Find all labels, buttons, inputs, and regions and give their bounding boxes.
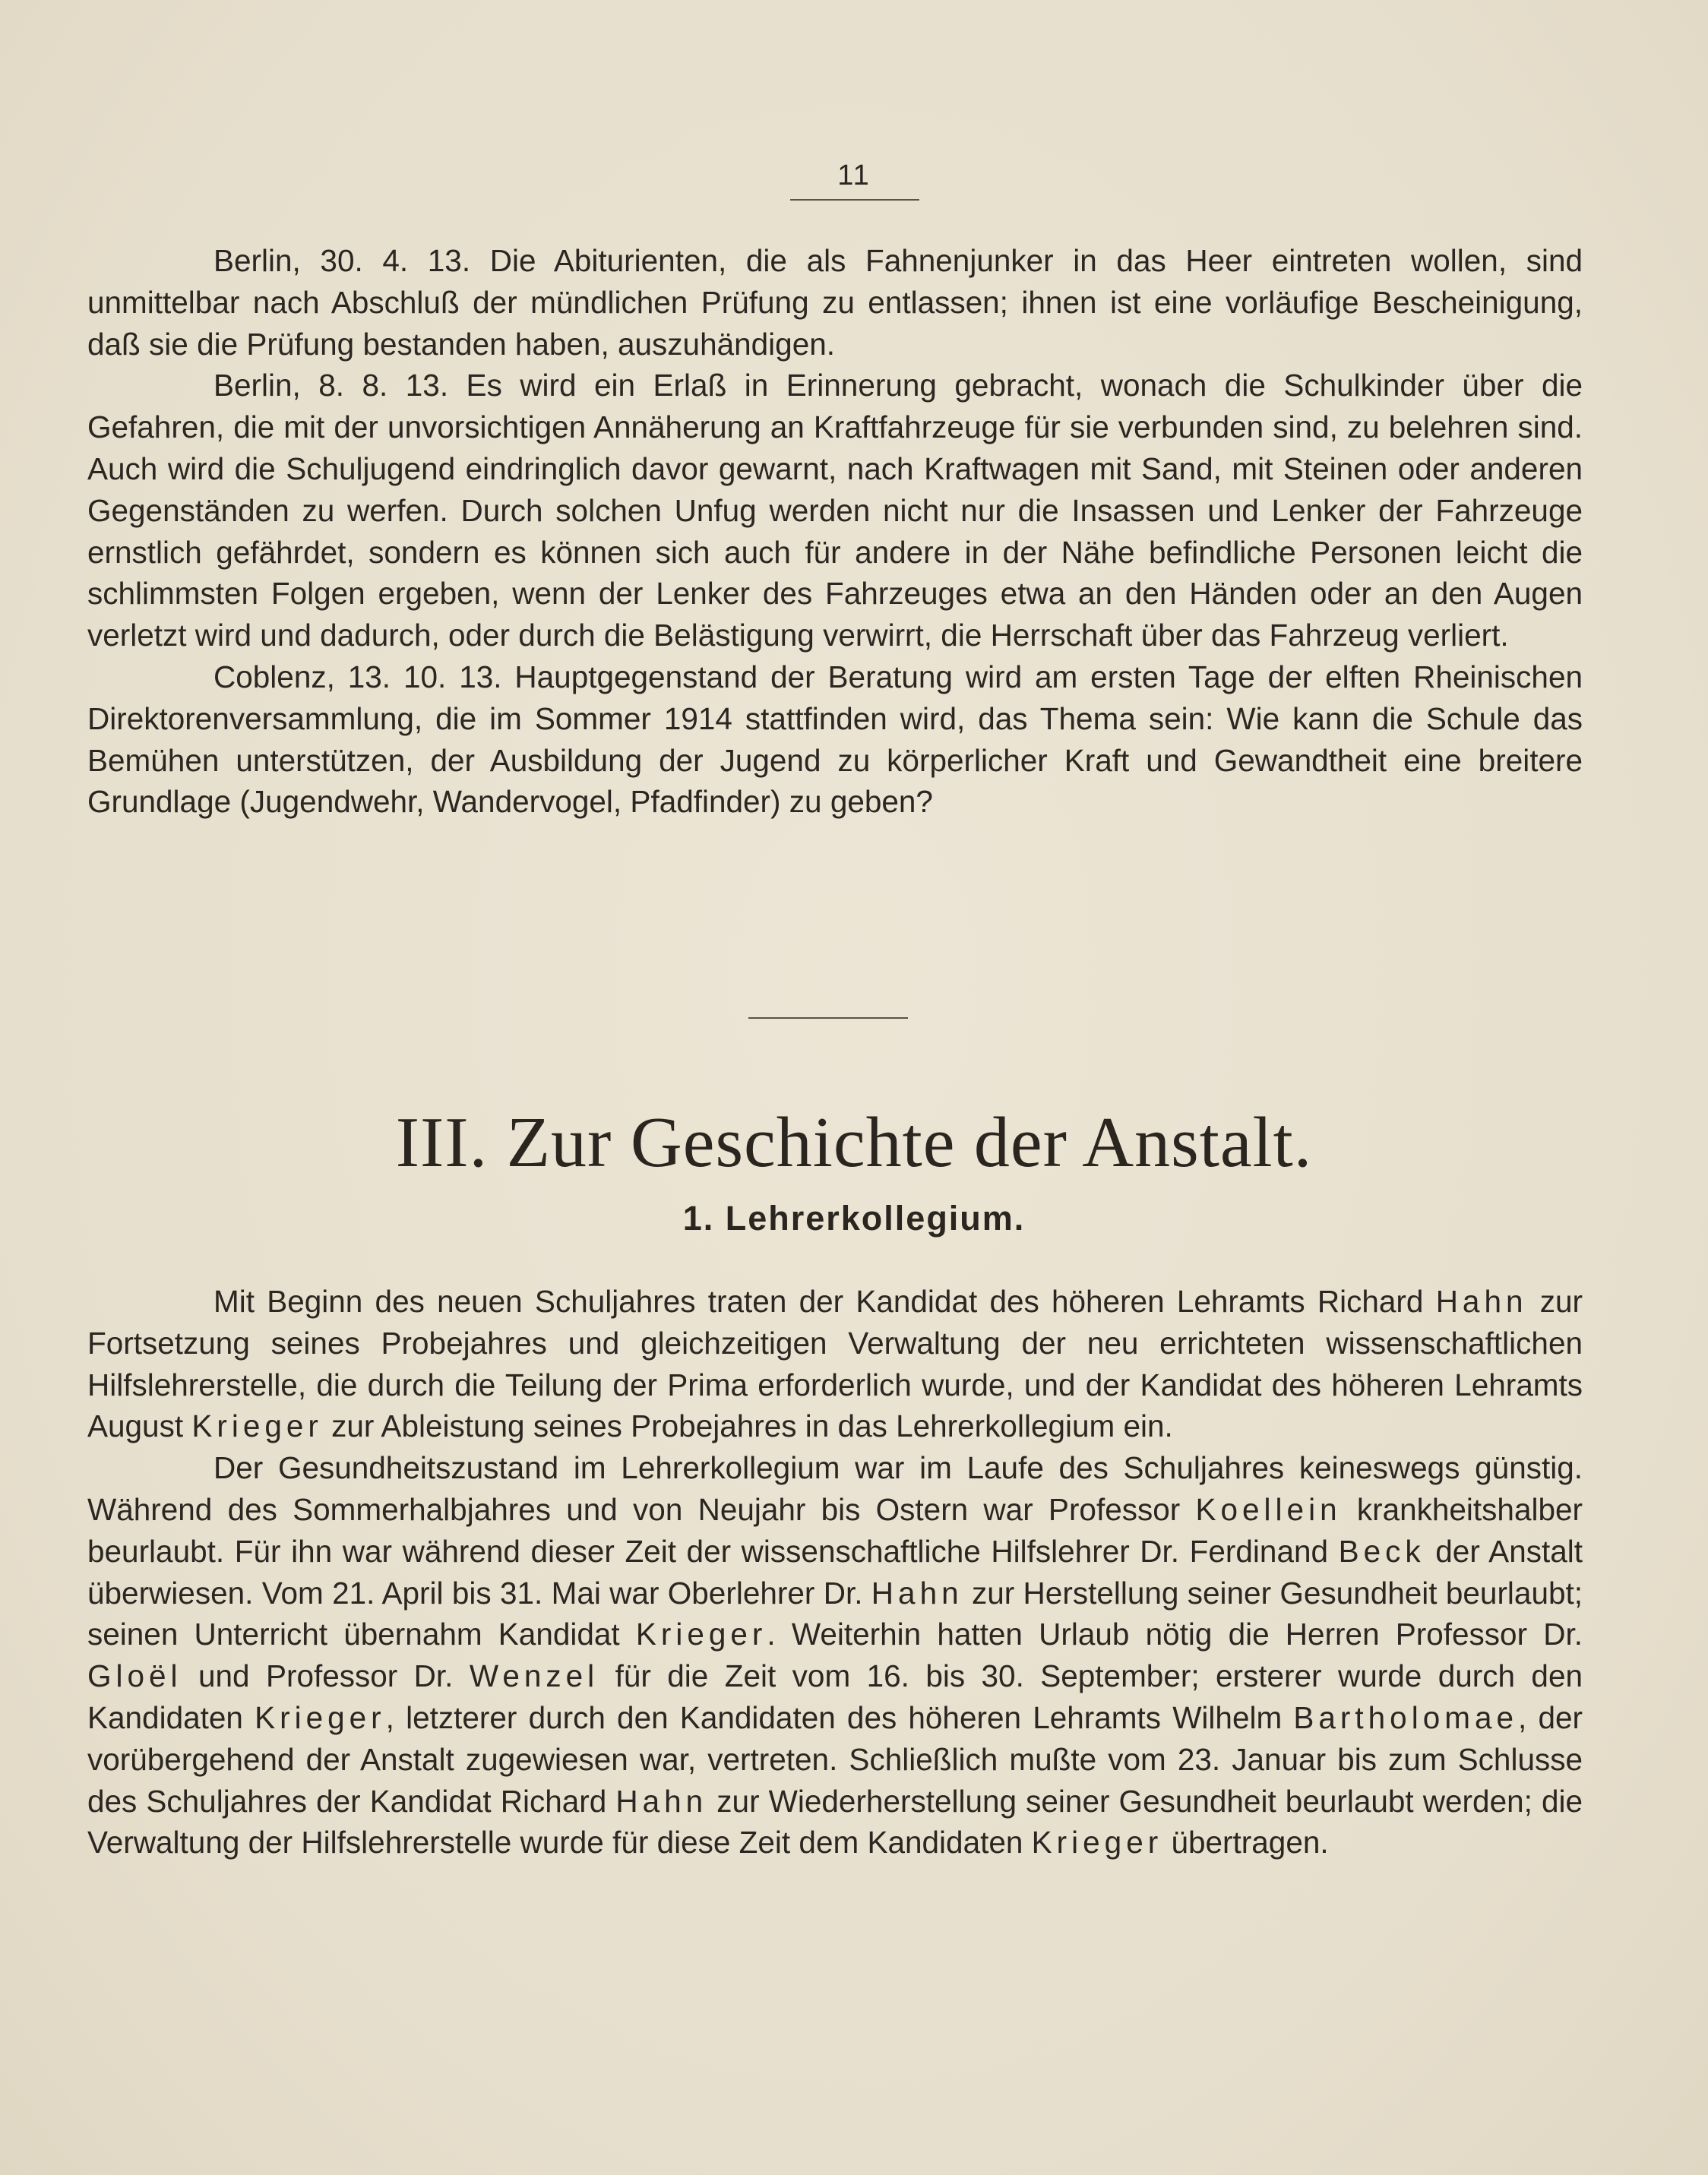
name-krieger: Krieger (255, 1699, 386, 1735)
paragraph-new-school-year (87, 1281, 1583, 1447)
text-run: krankheitshalber beurlaubt. Für ihn war während dieser Zeit der wissenschaftliche Hilfslehrer Dr. Ferdinand (87, 1491, 1583, 1569)
text-run: , letzterer durch den Kandidaten des höheren Lehramts Wilhelm (385, 1699, 1294, 1735)
text-run: übertragen. (1162, 1825, 1329, 1860)
paragraph-berlin-8-8-13: Berlin, 8. 8. 13. Es wird ein Erlaß in Erinnerung gebracht, wonach die Schulkinder über die Gefahren, die mit der unvorsichtigen Annäherung an Kraftfahrzeuge für sie verbunden sind, zu belehren sind. Auch wird die Schuljugend eindringlich davor gewarnt, nach Kraftwagen mit Sand, mit Steinen oder anderen Gegenständen zu werfen. Durch solchen Unfug werden nicht nur die Insassen und Lenker der Fahrzeuge ernstlich gefährdet, sondern es können sich auch für andere in der Nähe befindliche Personen leicht die schlimmsten Folgen ergeben, wenn der Lenker des Fahrzeuges etwa an den Händen oder an den Augen verletzt wird und dadurch, oder durch die Belästigung verwirrt, die Herrschaft über das Fahrzeug verliert. (87, 368, 1583, 653)
text-run: zur Fortsetzung seines Probejahres und gleichzeitigen Verwaltung der neu errichteten wissenschaftlichen Hilfslehrerstelle, die durch die Teilung der Prima erforderlich wurde, und der Kandidat des höheren Lehramts August (87, 1284, 1583, 1444)
text-run: Mit Beginn des neuen Schuljahres traten der Kandidat des höheren Lehramts Richard (214, 1284, 1436, 1319)
text-run: zur Wiederherstellung seiner Gesundheit beurlaubt werden; die Verwaltung der Hilfslehrerstelle wurde für diese Zeit dem Kandidaten (87, 1783, 1583, 1860)
name-koellein: Koellein (1195, 1491, 1342, 1527)
faculty-section (87, 1281, 1583, 1864)
name-krieger: Krieger (635, 1617, 767, 1652)
name-krieger: Krieger (191, 1408, 323, 1444)
name-wenzel: Wenzel (469, 1658, 599, 1694)
text-run: , der vorübergehend der Anstalt zugewiesen war, vertreten. Schließlich mußte vom 23. Januar bis zum Schlusse des Schuljahres der Kandidat Richard (87, 1699, 1583, 1819)
name-bartholomae: Bartholomae (1293, 1699, 1519, 1735)
text-run: . Weiterhin hatten Urlaub nötig die Herren Professor Dr. (767, 1617, 1583, 1652)
name-krieger: Krieger (1031, 1825, 1163, 1860)
name-gloel: Gloël (87, 1658, 182, 1694)
page-number-rule (790, 199, 919, 201)
name-hahn: Hahn (871, 1575, 963, 1611)
subsection-title: 1. Lehrerkollegium. (682, 1199, 1026, 1238)
text-run: zur Herstellung seiner Gesundheit beurlaubt; seinen Unterricht übernahm Kandidat (87, 1575, 1583, 1652)
text-run: der Anstalt überwiesen. Vom 21. April bis 31. Mai war Oberlehrer Dr. (87, 1533, 1583, 1611)
text-run: zur Ableistung seines Probejahres in das Lehrerkollegium ein. (322, 1408, 1173, 1444)
name-beck: Beck (1338, 1533, 1425, 1569)
paragraph-berlin-30-4-13: Berlin, 30. 4. 13. Die Abiturienten, die als Fahnenjunker in das Heer eintreten wollen, sind unmittelbar nach Abschluß der mündlichen Prüfung zu entlassen; ihnen ist eine vorläufige Bescheinigung, daß sie die Prüfung bestanden haben, auszuhändigen. (87, 243, 1583, 362)
text-run: für die Zeit vom 16. bis 30. September; ersterer wurde durch den Kandidaten (87, 1658, 1583, 1735)
section-separator (748, 1017, 908, 1019)
name-hahn: Hahn (615, 1783, 708, 1819)
text-run: und Professor Dr. (182, 1658, 470, 1694)
section-title: III. Zur Geschichte der Anstalt. (395, 1103, 1313, 1182)
page-number: 11 (837, 160, 871, 191)
decrees-section (87, 240, 1583, 823)
paragraph-coblenz-13-10-13: Coblenz, 13. 10. 13. Hauptgegenstand der Beratung wird am ersten Tage der elften Rheinischen Direktorenversammlung, die im Sommer 1914 stattfinden wird, das Thema sein: Wie kann die Schule das Bemühen unterstützen, der Ausbildung der Jugend zu körperlicher Kraft und Gewandtheit eine breitere Grundlage (Jugendwehr, Wandervogel, Pfadfinder) zu geben? (87, 659, 1583, 820)
paragraph-health-status (87, 1447, 1583, 1864)
name-hahn: Hahn (1435, 1284, 1528, 1319)
text-run: Der Gesundheitszustand im Lehrerkollegium war im Laufe des Schuljahres keineswegs günstig. Während des Sommerhalbjahres und von Neujahr bis Ostern war Professor (87, 1450, 1583, 1527)
